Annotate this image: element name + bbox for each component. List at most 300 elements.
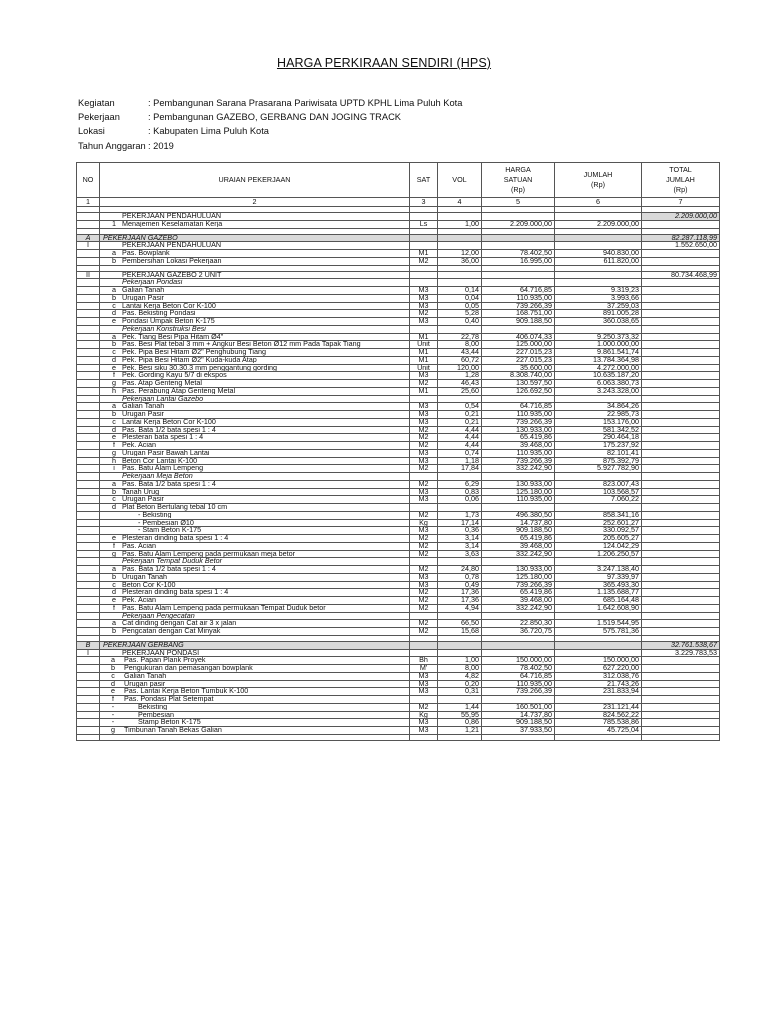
item-unit-price: 332.242,90 — [482, 550, 555, 558]
project-info-row — [78, 124, 462, 138]
item-unit: M2 — [410, 257, 438, 265]
item-unit-price: 2.209.000,00 — [482, 220, 555, 228]
section-title: PEKERJAAN PENDAHULUAN — [100, 242, 410, 250]
item-volume: 5,28 — [438, 310, 482, 318]
item-unit-price: 65.419,86 — [482, 589, 555, 597]
item-text: Urugan Tanah — [122, 573, 168, 581]
empty-cell — [482, 612, 555, 620]
item-text: Pas. Bata 1/2 bata spesi 1 : 4 — [122, 480, 216, 488]
empty-cell — [410, 395, 438, 403]
empty-cell — [77, 604, 100, 612]
empty-cell — [642, 356, 720, 364]
item-description — [100, 434, 410, 442]
item-text: Pas. Perabung Atap Genteng Metal — [122, 387, 236, 395]
item-text: Pek. Pipa Besi Hitam Ø2" Kuda-kuda Atap — [122, 356, 257, 364]
empty-cell — [410, 325, 438, 333]
item-text: Pek. Acian — [122, 442, 156, 449]
item-text: Galian Tanah — [122, 403, 165, 410]
item-description — [100, 372, 410, 380]
item-unit: M1 — [410, 333, 438, 341]
item-description — [100, 488, 410, 496]
empty-cell — [77, 442, 100, 450]
item-unit: M2 — [410, 703, 438, 711]
empty-cell — [77, 496, 100, 504]
empty-cell — [410, 242, 438, 250]
item-description — [100, 302, 410, 310]
empty-cell — [642, 220, 720, 228]
empty-cell — [77, 727, 100, 735]
empty-cell — [555, 641, 642, 649]
item-volume: 3,14 — [438, 542, 482, 550]
item-text: Pas. Batu Alam Lempeng — [122, 465, 204, 472]
row-number: A — [77, 234, 100, 242]
item-amount: 97.339,97 — [555, 573, 642, 581]
empty-cell — [482, 558, 555, 566]
row-number: I — [77, 242, 100, 250]
item-letter: a — [111, 656, 115, 665]
header-line: JUMLAH — [583, 170, 613, 179]
item-row — [77, 426, 720, 434]
empty-cell — [642, 465, 720, 473]
item-description — [100, 620, 410, 628]
item-unit — [410, 504, 438, 512]
item-amount: 785.538,86 — [555, 719, 642, 727]
item-unit-price: 150.000,00 — [482, 657, 555, 665]
item-amount: 7.060,22 — [555, 496, 642, 504]
item-volume: 0,14 — [438, 287, 482, 295]
group-row — [77, 558, 720, 566]
empty-cell — [410, 558, 438, 566]
item-unit: M3 — [410, 727, 438, 735]
row-number — [77, 213, 100, 221]
empty-cell — [482, 734, 555, 740]
project-info-label: Tahun Anggaran — [78, 140, 146, 151]
empty-cell — [77, 220, 100, 228]
item-unit: M3 — [410, 302, 438, 310]
item-description — [100, 657, 410, 665]
empty-cell — [77, 519, 100, 527]
item-unit-price: 78.402,50 — [482, 665, 555, 673]
item-description — [100, 589, 410, 597]
item-amount: 365.493,30 — [555, 581, 642, 589]
item-description — [100, 550, 410, 558]
empty-cell — [77, 672, 100, 680]
item-volume: 0,05 — [438, 302, 482, 310]
item-letter: b — [112, 573, 116, 581]
item-amount: 150.000,00 — [555, 657, 642, 665]
item-amount: 575.781,36 — [555, 628, 642, 636]
item-row — [77, 581, 720, 589]
item-unit: M2 — [410, 465, 438, 473]
item-letter: e — [112, 596, 116, 605]
empty-cell — [438, 234, 482, 242]
item-row — [77, 696, 720, 704]
item-letter: d — [112, 588, 116, 597]
project-info-row — [78, 110, 462, 124]
item-description — [100, 457, 410, 465]
empty-cell — [482, 213, 555, 221]
item-description — [100, 597, 410, 605]
item-unit: M1 — [410, 387, 438, 395]
empty-cell — [77, 488, 100, 496]
item-unit: Unit — [410, 341, 438, 349]
item-description — [100, 688, 410, 696]
empty-cell — [642, 581, 720, 589]
item-row — [77, 680, 720, 688]
item-letter: f — [113, 441, 115, 450]
empty-cell — [77, 612, 100, 620]
empty-cell — [642, 504, 720, 512]
item-description — [100, 680, 410, 688]
item-unit-price: 39.468,00 — [482, 597, 555, 605]
item-description — [100, 449, 410, 457]
item-description — [100, 364, 410, 372]
item-letter: e — [112, 433, 116, 442]
empty-cell — [410, 612, 438, 620]
empty-cell — [77, 665, 100, 673]
item-volume: 8,00 — [438, 665, 482, 673]
item-row — [77, 294, 720, 302]
item-unit-price: 35.600,00 — [482, 364, 555, 372]
item-unit: Unit — [410, 364, 438, 372]
item-row — [77, 480, 720, 488]
item-unit: M1 — [410, 250, 438, 258]
item-description — [100, 665, 410, 673]
item-row — [77, 318, 720, 326]
item-unit: M2 — [410, 535, 438, 543]
empty-cell — [77, 341, 100, 349]
empty-cell — [642, 302, 720, 310]
item-text: Pas. Bata 1/2 bata spesi 1 : 4 — [122, 426, 216, 434]
item-description — [100, 504, 410, 512]
empty-cell — [642, 519, 720, 527]
item-volume: 1,18 — [438, 457, 482, 465]
empty-cell — [77, 734, 100, 740]
item-unit: M1 — [410, 356, 438, 364]
item-unit-price: 64.716,85 — [482, 287, 555, 295]
item-text: Plat Beton Bertulang tebal 10 cm — [122, 504, 228, 511]
empty-cell — [77, 680, 100, 688]
item-text: Urugan Pasir — [122, 411, 164, 418]
total-value: 82.287.118,99 — [642, 234, 720, 242]
item-volume: 0,54 — [438, 403, 482, 411]
empty-cell — [642, 620, 720, 628]
item-description — [100, 719, 410, 727]
item-volume: 17,14 — [438, 519, 482, 527]
item-letter: h — [112, 387, 116, 395]
item-letter: d — [111, 680, 115, 688]
empty-cell — [410, 271, 438, 279]
project-info — [78, 96, 462, 153]
item-unit-price: 65.419,86 — [482, 535, 555, 543]
empty-cell — [77, 380, 100, 388]
item-unit-price: 125.180,00 — [482, 488, 555, 496]
group-title: Pekerjaan Pengecatan — [100, 612, 410, 620]
item-amount: 611.820,00 — [555, 257, 642, 265]
hps-table — [76, 162, 720, 741]
item-row — [77, 504, 720, 512]
item-unit-price: 739.266,39 — [482, 688, 555, 696]
item-volume: 66,50 — [438, 620, 482, 628]
item-letter: a — [112, 286, 116, 295]
item-amount: 10.635.187,20 — [555, 372, 642, 380]
section-title: PEKERJAAN PENDAHULUAN — [100, 213, 410, 221]
item-unit-price: 36.720,75 — [482, 628, 555, 636]
empty-cell — [77, 566, 100, 574]
item-unit-price: 332.242,90 — [482, 604, 555, 612]
section-title: PEKERJAAN PONDASI — [100, 649, 410, 657]
item-amount: 685.164,48 — [555, 597, 642, 605]
item-letter: b — [112, 340, 116, 349]
header-line: SATUAN — [503, 175, 533, 184]
item-unit: M2 — [410, 589, 438, 597]
empty-cell — [77, 542, 100, 550]
item-amount: 252.601,27 — [555, 519, 642, 527]
item-volume: 1,00 — [438, 657, 482, 665]
item-letter: e — [112, 364, 116, 372]
total-value: 80.734.468,99 — [642, 271, 720, 279]
item-text: Pas. Lantai Kerja Beton Tumbuk K-100 — [124, 688, 249, 695]
item-unit: M3 — [410, 411, 438, 419]
item-description — [100, 349, 410, 357]
item-volume: 0,86 — [438, 719, 482, 727]
empty-cell — [555, 473, 642, 481]
item-volume: 46,43 — [438, 380, 482, 388]
empty-cell — [555, 395, 642, 403]
item-text: Plesteran dinding bata spesi 1 : 4 — [122, 535, 229, 542]
item-unit-price: 160.501,00 — [482, 703, 555, 711]
item-amount: 5.927.782,90 — [555, 465, 642, 473]
empty-cell — [438, 271, 482, 279]
item-amount: 103.568,57 — [555, 488, 642, 496]
item-unit: M2 — [410, 628, 438, 636]
item-amount: 3.247.138,40 — [555, 566, 642, 574]
empty-cell — [642, 434, 720, 442]
item-amount: 124.042,29 — [555, 542, 642, 550]
item-unit: M3 — [410, 287, 438, 295]
item-unit-price: 909.188,50 — [482, 318, 555, 326]
header-sat: SAT — [410, 163, 438, 198]
item-letter: c — [112, 581, 116, 589]
item-letter: g — [112, 550, 116, 558]
item-unit-price: 909.188,50 — [482, 527, 555, 535]
empty-cell — [642, 628, 720, 636]
item-volume: 4,82 — [438, 672, 482, 680]
item-description — [100, 257, 410, 265]
group-title: Pekerjaan Lantai Gazebo — [100, 395, 410, 403]
item-unit — [410, 696, 438, 704]
empty-cell — [482, 641, 555, 649]
item-text: - Stam Beton K-175 — [122, 527, 202, 534]
item-text: Pengcatan dengan Cat Minyak — [122, 628, 221, 635]
item-unit-price: 64.716,85 — [482, 403, 555, 411]
item-volume: 17,84 — [438, 465, 482, 473]
empty-cell — [642, 411, 720, 419]
header-line: HARGA — [505, 165, 531, 174]
empty-cell — [642, 418, 720, 426]
item-description — [100, 573, 410, 581]
item-text: Urugan Pasir — [122, 294, 164, 302]
item-amount: 581.342,52 — [555, 426, 642, 434]
item-row — [77, 356, 720, 364]
item-row — [77, 341, 720, 349]
empty-cell — [555, 234, 642, 242]
item-unit-price: 739.266,39 — [482, 457, 555, 465]
empty-cell — [77, 457, 100, 465]
item-volume: 4,44 — [438, 442, 482, 450]
empty-cell — [77, 550, 100, 558]
item-volume: 0,04 — [438, 294, 482, 302]
empty-cell — [77, 719, 100, 727]
item-unit: M3 — [410, 449, 438, 457]
empty-cell — [642, 734, 720, 740]
empty-cell — [642, 279, 720, 287]
item-text: Pas. Besi Plat tebal 3 mm + Angkur Besi Beton Ø12 mm Pada Tapak Tiang — [122, 341, 361, 348]
item-volume: 60,72 — [438, 356, 482, 364]
item-unit-price: 125.180,00 — [482, 573, 555, 581]
item-amount: 9.319,23 — [555, 287, 642, 295]
item-text: Plesteran bata spesi 1 : 4 — [122, 434, 204, 441]
item-text: Lantai Kerja Beton Cor K-100 — [122, 418, 216, 426]
empty-cell — [410, 473, 438, 481]
item-description — [100, 403, 410, 411]
empty-cell — [642, 589, 720, 597]
item-letter: b — [112, 257, 116, 265]
col-number: 7 — [642, 198, 720, 207]
item-letter: h — [112, 457, 116, 465]
item-unit-price: 14.737,80 — [482, 519, 555, 527]
row-number: I — [77, 649, 100, 657]
empty-cell — [642, 566, 720, 574]
item-description — [100, 581, 410, 589]
empty-cell — [642, 380, 720, 388]
item-volume: 17,36 — [438, 597, 482, 605]
item-unit-price: 22.850,30 — [482, 620, 555, 628]
item-text: Plesteran dinding bata spesi 1 : 4 — [122, 589, 229, 596]
item-unit-price: 37.933,50 — [482, 727, 555, 735]
item-unit: M2 — [410, 426, 438, 434]
item-unit: M2 — [410, 310, 438, 318]
item-letter: d — [112, 309, 116, 318]
item-amount — [555, 504, 642, 512]
item-text: Cat dinding dengan Cat air 3 x jalan — [122, 620, 237, 627]
item-unit-price: 130.597,50 — [482, 380, 555, 388]
empty-cell — [642, 480, 720, 488]
item-unit-price: 168.751,00 — [482, 310, 555, 318]
empty-cell — [438, 641, 482, 649]
empty-cell — [642, 604, 720, 612]
item-unit: M3 — [410, 672, 438, 680]
group-row — [77, 395, 720, 403]
item-text: Pas. Bowplank — [122, 250, 170, 257]
item-letter: b — [112, 488, 116, 496]
item-letter: b — [112, 410, 116, 419]
item-unit-price: 125.000,00 — [482, 341, 555, 349]
empty-cell — [555, 649, 642, 657]
item-row — [77, 250, 720, 258]
item-unit-price: 16.995,00 — [482, 257, 555, 265]
empty-cell — [77, 465, 100, 473]
item-description — [100, 566, 410, 574]
empty-cell — [438, 734, 482, 740]
empty-cell — [410, 213, 438, 221]
empty-cell — [77, 302, 100, 310]
empty-cell — [77, 573, 100, 581]
empty-cell — [642, 657, 720, 665]
item-unit: M3 — [410, 581, 438, 589]
empty-cell — [555, 271, 642, 279]
item-volume: 0,21 — [438, 418, 482, 426]
item-letter: - — [111, 718, 115, 727]
item-amount: 37.259,03 — [555, 302, 642, 310]
item-volume: 0,31 — [438, 688, 482, 696]
item-volume: 3,63 — [438, 550, 482, 558]
item-amount: 153.176,00 — [555, 418, 642, 426]
header-jumlah — [555, 163, 642, 198]
item-row — [77, 220, 720, 228]
item-amount: 858.341,16 — [555, 511, 642, 519]
item-amount: 22.985,73 — [555, 411, 642, 419]
item-text: Pembesian — [124, 711, 174, 719]
empty-cell — [100, 734, 410, 740]
empty-cell — [642, 719, 720, 727]
subsection-row — [77, 649, 720, 657]
empty-cell — [77, 434, 100, 442]
item-row — [77, 387, 720, 395]
item-letter: f — [113, 371, 115, 380]
project-info-value: : Kabupaten Lima Puluh Kota — [148, 126, 269, 137]
item-row — [77, 488, 720, 496]
item-unit-price: 739.266,39 — [482, 581, 555, 589]
item-unit: M3 — [410, 680, 438, 688]
item-letter: - — [111, 703, 115, 711]
item-unit: M3 — [410, 403, 438, 411]
item-amount: 823.007,43 — [555, 480, 642, 488]
empty-cell — [482, 395, 555, 403]
row-number: II — [77, 271, 100, 279]
item-unit: M2 — [410, 566, 438, 574]
item-letter: b — [112, 294, 116, 302]
group-title: Pekerjaan Tempat Duduk Betor — [100, 558, 410, 566]
item-row — [77, 465, 720, 473]
item-row — [77, 527, 720, 535]
empty-cell — [77, 372, 100, 380]
empty-cell — [77, 257, 100, 265]
empty-cell — [642, 325, 720, 333]
empty-cell — [77, 527, 100, 535]
item-row — [77, 302, 720, 310]
section-title: PEKERJAAN GAZEBO 2 UNIT — [100, 271, 410, 279]
item-row — [77, 257, 720, 265]
item-letter — [106, 512, 122, 519]
item-description — [100, 527, 410, 535]
item-text: - Pembesian Ø10 — [122, 519, 194, 527]
empty-cell — [642, 696, 720, 704]
item-row — [77, 573, 720, 581]
item-text: Pengukuran dan pemasangan bowplank — [124, 665, 253, 672]
group-title: Pekerjaan Meja Beton — [100, 473, 410, 481]
item-text: Urugan pasir — [124, 680, 166, 688]
item-amount: 940.830,00 — [555, 250, 642, 258]
item-unit-price: 909.188,50 — [482, 719, 555, 727]
section-title: PEKERJAAN GERBANG — [100, 641, 410, 649]
empty-cell — [482, 279, 555, 287]
item-row — [77, 665, 720, 673]
empty-cell — [482, 325, 555, 333]
header-line: (Rp) — [591, 180, 605, 189]
empty-cell — [77, 364, 100, 372]
item-amount: 3.243.328,00 — [555, 387, 642, 395]
